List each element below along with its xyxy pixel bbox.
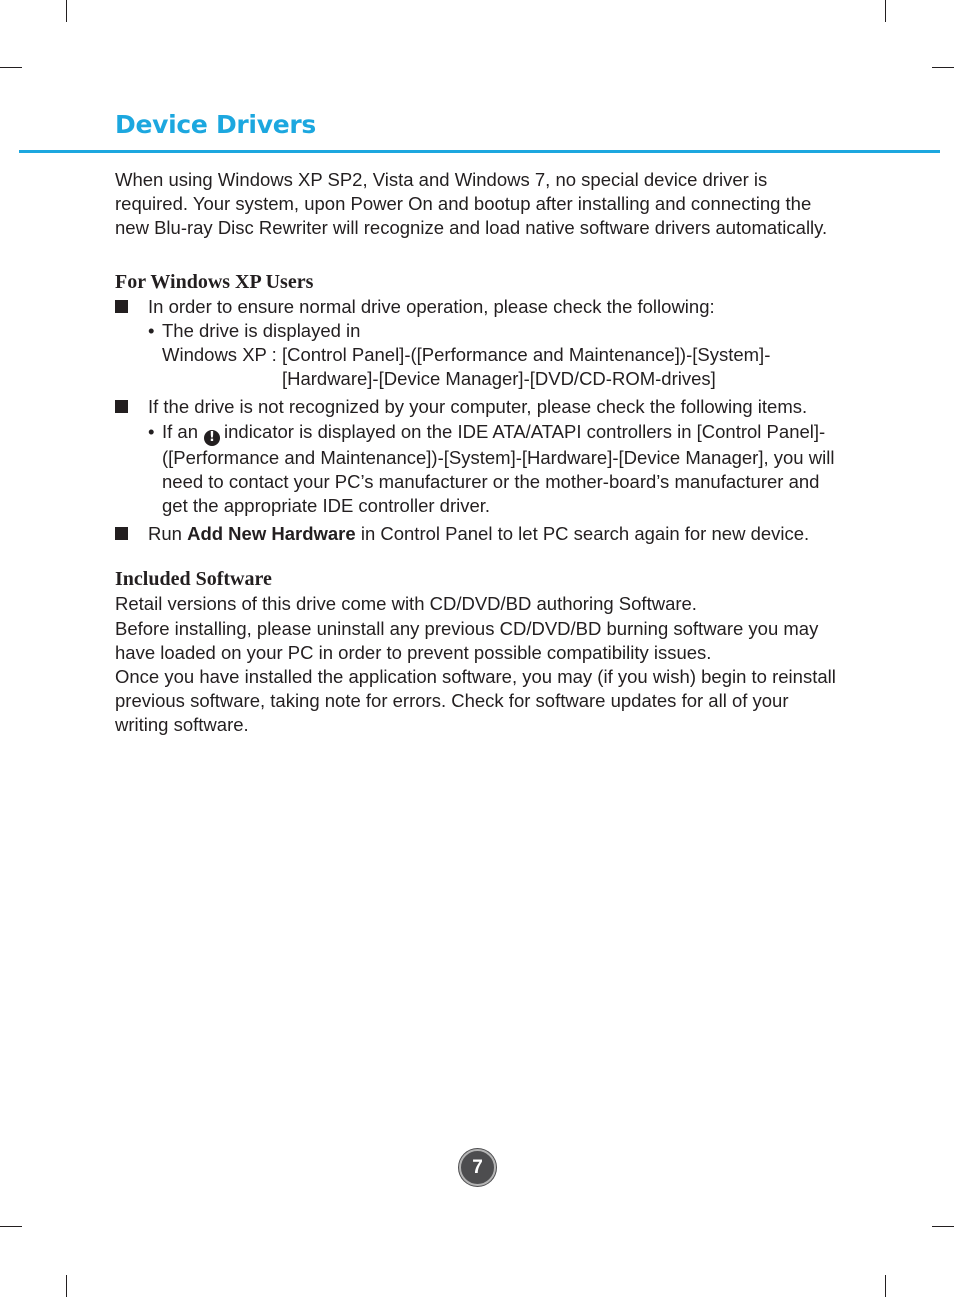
item-emphasis: Add New Hardware (187, 523, 356, 545)
software-line: Retail versions of this drive come with CD/DVD/BD authoring Software. (115, 593, 697, 615)
page-title: Device Drivers (115, 110, 316, 139)
list-item (115, 295, 845, 392)
sub-bullet-text: The drive is displayed in (162, 319, 361, 341)
crop-mark (885, 1275, 886, 1297)
path-label: Windows XP : (162, 344, 282, 366)
path-line: [Control Panel]-([Performance and Maintenance])-[System]- (281, 344, 771, 366)
crop-mark (66, 1275, 67, 1297)
item-text: in Control Panel to let PC search again for new device. (355, 523, 810, 545)
software-line: Once you have installed the application software, you may (if you wish) begin to reinstall previous software, taking note for errors. Check for software updates for all of your writing software. (115, 666, 836, 736)
bullet-dot-icon: • (148, 420, 155, 442)
square-bullet-icon (115, 400, 128, 413)
windows-path (162, 343, 845, 391)
item-text: Run (148, 523, 188, 545)
list-item (115, 522, 845, 546)
path-line: [Hardware]-[Device Manager]-[DVD/CD-ROM-drives] (281, 368, 716, 390)
title-rule (19, 150, 940, 153)
xp-users-heading: For Windows XP Users (115, 270, 314, 293)
page-content (115, 168, 845, 738)
bullet-dot-icon: • (148, 319, 155, 341)
sub-bullet-text: If an (162, 420, 198, 442)
crop-mark (885, 0, 886, 22)
software-line: Before installing, please uninstall any previous CD/DVD/BD burning software you may have loaded on your PC in order to prevent possible compatibility issues. (115, 617, 819, 663)
square-bullet-icon (115, 527, 128, 540)
crop-mark (932, 67, 954, 68)
page-number-badge: 7 (459, 1149, 496, 1186)
sub-bullet-text: indicator is displayed on the IDE ATA/ATAPI controllers in [Control Panel]-([Performance and Maintenance])-[System]-[Hardware]-[Device Manager], you will need to contact your PC’s manufacturer or the mother-board’s manufacturer and get the appropriate IDE controller driver. (162, 420, 835, 517)
item-text: In order to ensure normal drive operation, please check the following: (148, 295, 715, 317)
exclamation-icon: ! (204, 430, 220, 446)
square-bullet-icon (115, 300, 128, 313)
crop-mark (66, 0, 67, 22)
sub-bullet (148, 319, 845, 392)
crop-mark (0, 1226, 22, 1227)
list-item (115, 395, 845, 518)
sub-bullet (148, 420, 845, 519)
path-value (282, 343, 845, 391)
crop-mark (0, 67, 22, 68)
included-software-heading: Included Software (115, 568, 272, 591)
crop-mark (932, 1226, 954, 1227)
intro-paragraph: When using Windows XP SP2, Vista and Windows 7, no special device driver is required. Your system, upon Power On and bootup after installing and connecting the new Blu-ray Disc Rewriter will recognize and load native software drivers automatically. (115, 169, 828, 239)
item-text: If the drive is not recognized by your computer, please check the following items. (148, 396, 808, 418)
